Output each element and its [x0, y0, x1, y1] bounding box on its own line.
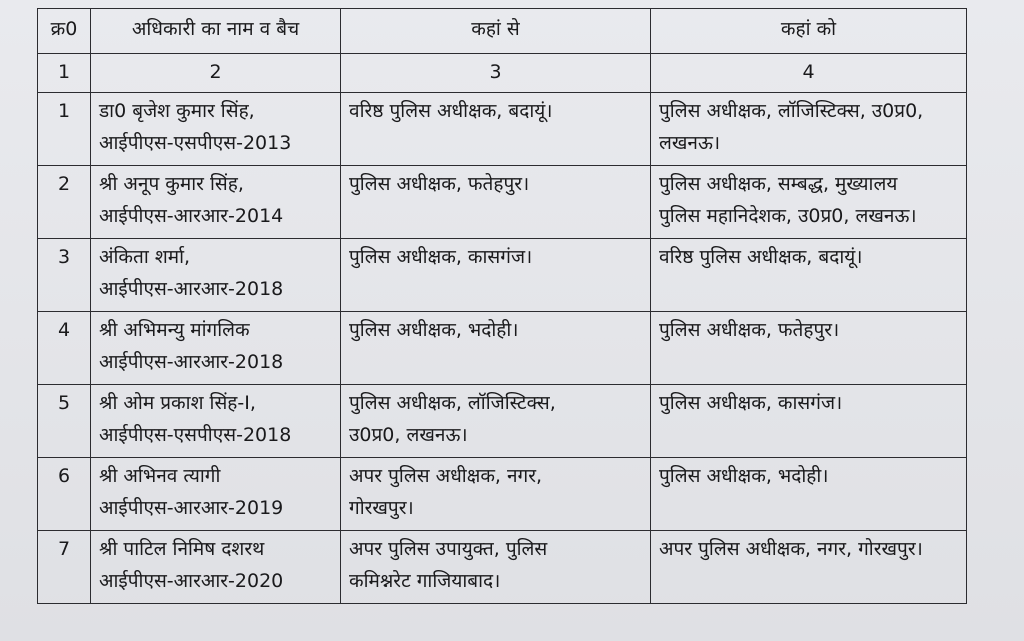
to-posting-line: पुलिस महानिदेशक, उ0प्र0, लखनऊ।	[659, 205, 917, 227]
serial-number: 4	[38, 312, 91, 385]
serial-number: 6	[38, 458, 91, 531]
transfer-table	[37, 8, 967, 604]
to-posting-cell	[651, 531, 967, 604]
serial-number: 7	[38, 531, 91, 604]
from-posting-cell	[341, 239, 651, 312]
to-posting-line: पुलिस अधीक्षक, लॉजिस्टिक्स, उ0प्र0,	[659, 100, 924, 122]
to-posting-line: लखनऊ।	[659, 132, 721, 154]
officer-batch: आईपीएस-आरआर-2019	[99, 497, 284, 519]
officer-cell	[91, 385, 341, 458]
from-posting-cell	[341, 458, 651, 531]
header-row	[38, 9, 967, 54]
to-posting-line: पुलिस अधीक्षक, फतेहपुर।	[659, 319, 840, 341]
officer-cell	[91, 312, 341, 385]
to-posting-cell	[651, 385, 967, 458]
officer-name: श्री पाटिल निमिष दशरथ	[99, 538, 265, 560]
header-officer-name: अधिकारी का नाम व बैच	[91, 9, 341, 54]
table-row	[38, 458, 967, 531]
to-posting-cell	[651, 93, 967, 166]
from-posting-line: वरिष्ठ पुलिस अधीक्षक, बदायूं।	[349, 100, 553, 122]
column-number-row	[38, 54, 967, 93]
header-from: कहां से	[341, 9, 651, 54]
column-number: 3	[341, 54, 651, 93]
serial-number: 2	[38, 166, 91, 239]
to-posting-line: अपर पुलिस अधीक्षक, नगर, गोरखपुर।	[659, 538, 923, 560]
table-row	[38, 93, 967, 166]
header-serial: क्र0	[38, 9, 91, 54]
from-posting-line: पुलिस अधीक्षक, कासगंज।	[349, 246, 533, 268]
officer-batch: आईपीएस-आरआर-2018	[99, 351, 284, 373]
table-row	[38, 312, 967, 385]
to-posting-cell	[651, 458, 967, 531]
officer-cell	[91, 93, 341, 166]
column-number: 1	[38, 54, 91, 93]
column-number: 2	[91, 54, 341, 93]
from-posting-cell	[341, 312, 651, 385]
from-posting-line: गोरखपुर।	[349, 497, 414, 519]
officer-cell	[91, 531, 341, 604]
officer-batch: आईपीएस-एसपीएस-2018	[99, 424, 292, 446]
officer-cell	[91, 239, 341, 312]
to-posting-cell	[651, 239, 967, 312]
to-posting-line: पुलिस अधीक्षक, भदोही।	[659, 465, 829, 487]
table-row	[38, 166, 967, 239]
from-posting-line: उ0प्र0, लखनऊ।	[349, 424, 468, 446]
from-posting-cell	[341, 531, 651, 604]
to-posting-line: पुलिस अधीक्षक, सम्बद्ध, मुख्यालय	[659, 173, 898, 195]
from-posting-cell	[341, 166, 651, 239]
officer-cell	[91, 166, 341, 239]
serial-number: 3	[38, 239, 91, 312]
officer-name: श्री अभिनव त्यागी	[99, 465, 221, 487]
table-row	[38, 385, 967, 458]
officer-name: श्री ओम प्रकाश सिंह-I,	[99, 392, 256, 414]
table-row	[38, 239, 967, 312]
from-posting-cell	[341, 93, 651, 166]
from-posting-line: अपर पुलिस उपायुक्त, पुलिस	[349, 538, 548, 560]
to-posting-line: वरिष्ठ पुलिस अधीक्षक, बदायूं।	[659, 246, 863, 268]
officer-batch: आईपीएस-एसपीएस-2013	[99, 132, 292, 154]
to-posting-line: पुलिस अधीक्षक, कासगंज।	[659, 392, 843, 414]
officer-name: अंकिता शर्मा,	[99, 246, 191, 268]
to-posting-cell	[651, 166, 967, 239]
table-row	[38, 531, 967, 604]
column-number: 4	[651, 54, 967, 93]
officer-batch: आईपीएस-आरआर-2018	[99, 278, 284, 300]
from-posting-cell	[341, 385, 651, 458]
officer-cell	[91, 458, 341, 531]
serial-number: 5	[38, 385, 91, 458]
serial-number: 1	[38, 93, 91, 166]
from-posting-line: पुलिस अधीक्षक, भदोही।	[349, 319, 519, 341]
officer-name: श्री अभिमन्यु मांगलिक	[99, 319, 250, 341]
from-posting-line: पुलिस अधीक्षक, फतेहपुर।	[349, 173, 530, 195]
officer-batch: आईपीएस-आरआर-2014	[99, 205, 284, 227]
from-posting-line: कमिश्नरेट गाजियाबाद।	[349, 570, 501, 592]
from-posting-line: पुलिस अधीक्षक, लॉजिस्टिक्स,	[349, 392, 556, 414]
header-to: कहां को	[651, 9, 967, 54]
officer-name: डा0 बृजेश कुमार सिंह,	[99, 100, 255, 122]
officer-batch: आईपीएस-आरआर-2020	[99, 570, 284, 592]
to-posting-cell	[651, 312, 967, 385]
from-posting-line: अपर पुलिस अधीक्षक, नगर,	[349, 465, 543, 487]
officer-name: श्री अनूप कुमार सिंह,	[99, 173, 244, 195]
